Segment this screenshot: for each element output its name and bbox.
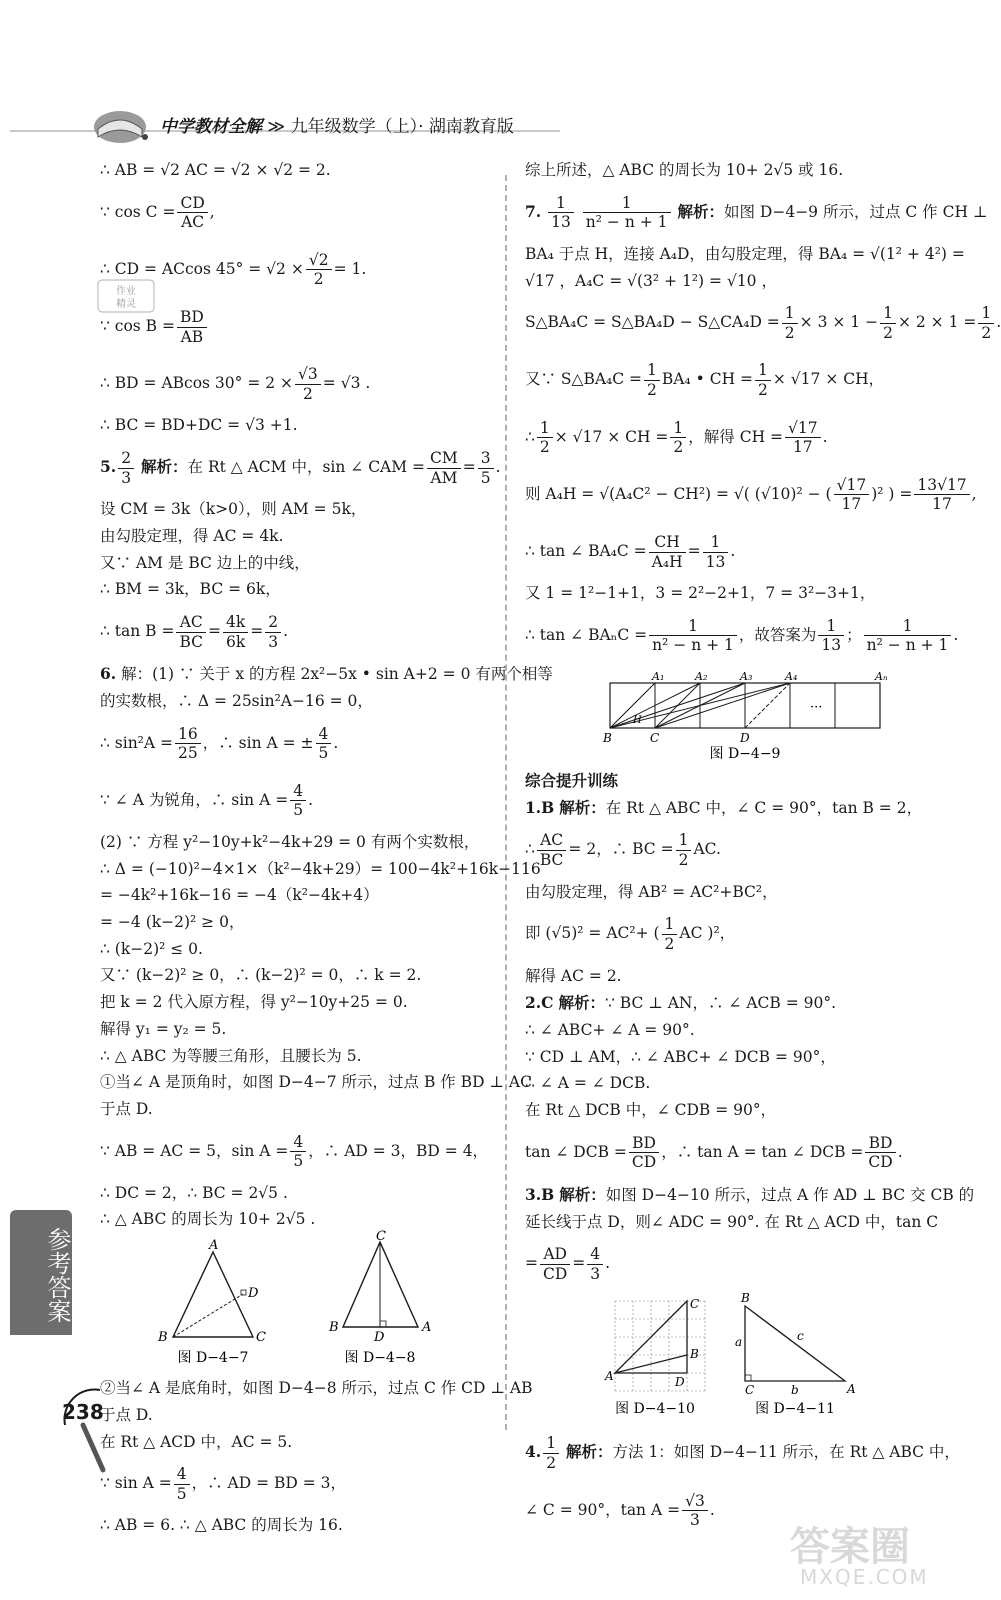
text-line: ∵ CD ⊥ AM，∴ ∠ ABC+ ∠ DCB = 90°， xyxy=(525,1047,836,1066)
grid-figure-d-4-9 xyxy=(595,668,895,763)
text-line: ∵ sin A = $\frac{4}{5}$ ，∴ AD = BD = 3， xyxy=(100,1465,347,1503)
fraction: $\frac{CD}{AC}$ xyxy=(177,194,207,232)
svg-text:B: B xyxy=(741,1291,750,1306)
svg-text:D: D xyxy=(247,1286,258,1302)
figure-caption: 图 D−4−9 xyxy=(709,746,781,763)
series-title: 中学教材全解 xyxy=(160,117,262,137)
header-info: 九年级数学（上）· 湖南教育版 xyxy=(290,117,514,137)
triangle-figure-d-4-7 xyxy=(157,1238,266,1366)
text-line: BA₄ 于点 H，连接 A₄D，由勾股定理，得 BA₄ = √(1² + 4²) = xyxy=(525,244,965,263)
text-line: 又 1 = 1²−1+1，3 = 2²−2+1，7 = 3²−3+1， xyxy=(525,584,876,603)
text-line: 又∵ S△BA₄C = $\frac{1}{2}$ BA₄ • CH = $\frac{1}{2}$ × √17 × CH， xyxy=(525,361,885,400)
svg-text:a: a xyxy=(735,1335,743,1350)
text-line: 即 (√5)² = AC²+ ( $\frac{1}{2}$ AC )²， xyxy=(525,915,736,953)
book-logo-icon xyxy=(90,103,150,147)
text-line: ∵ ∠ A 为锐角，∴ sin A = $\frac{4}{5}$ . xyxy=(100,781,313,820)
figures-d-4-7-d-4-8 xyxy=(108,1229,488,1372)
text-line: = −4 (k−2)² ≥ 0， xyxy=(100,913,245,932)
text-line: = −4k²+16k−16 = −4（k²−4k+4） xyxy=(100,886,379,905)
header-separator: ≫ xyxy=(267,117,286,137)
text-line: 的实数根，∴ Δ = 25sin²A−16 = 0， xyxy=(100,691,373,710)
answer-3: 3.B 解析：如图 D−4−10 所示，过点 A 作 AD ⊥ BC 交 CB 的 xyxy=(525,1184,975,1204)
watermark-url: MXQE.COM xyxy=(800,1565,929,1589)
text-line: ∴ CD = ACcos 45° = √2 × $\frac{√2}{2}$ = 1. xyxy=(100,250,367,289)
text-line: 由勾股定理，得 AC = 4k. xyxy=(100,527,284,545)
text-line: 延长线于点 D，则∠ ADC = 90°. 在 Rt △ ACD 中，tan C xyxy=(525,1212,939,1231)
text-line: 又∵ (k−2)² ≥ 0，∴ (k−2)² = 0，∴ k = 2. xyxy=(100,966,422,985)
text-line: (2) ∵ 方程 y²−10y+k²−4k+29 = 0 有两个实数根， xyxy=(100,833,480,851)
text-line: ∴ $\frac{AC}{BC}$ = 2，∴ BC = $\frac{1}{2}$ AC. xyxy=(525,831,721,870)
watermark-logo: 答案圈 xyxy=(790,1524,910,1570)
svg-text:B: B xyxy=(603,731,612,746)
fraction: $\frac{√2}{2}$ xyxy=(306,251,332,289)
answer-1: 1.B 解析：在 Rt △ ABC 中，∠ C = 90°，tan B = 2， xyxy=(525,797,923,817)
text-line: 解得 y₁ = y₂ = 5. xyxy=(100,1019,227,1038)
svg-text:C: C xyxy=(690,1297,700,1312)
svg-text:A: A xyxy=(847,1382,856,1397)
text-line: S△BA₄C = S△BA₄D − S△CA₄D = $\frac{1}{2}$ × 3 × 1 − $\frac{1}{2}$ × 2 × 1 = $\frac{1}{2}$ . xyxy=(525,304,1001,342)
fraction: $\frac{BD}{AB}$ xyxy=(177,308,207,346)
text-line: 设 CM = 3k（k>0），则 AM = 5k， xyxy=(100,500,367,519)
stamp-watermark xyxy=(96,278,156,314)
svg-text:b: b xyxy=(791,1383,799,1398)
svg-text:A: A xyxy=(421,1320,431,1336)
question-6: 6. 解：(1) ∵ 关于 x 的方程 2x²−5x • sin A+2 = 0 有两个相等 xyxy=(100,664,553,684)
text-line: ∴ tan B = $\frac{AC}{BC}$ = $\frac{4k}{6k}$ = $\frac{2}{3}$ . xyxy=(100,613,289,651)
figure-caption: 图 D−4−8 xyxy=(344,1350,415,1367)
text-line: ∵ AB = AC = 5，sin A = $\frac{4}{5}$ ，∴ AD = 3，BD = 4， xyxy=(100,1132,489,1171)
svg-text:A₄: A₄ xyxy=(785,670,798,684)
page-number: 238 xyxy=(62,1400,104,1424)
svg-text:H: H xyxy=(633,715,642,727)
figures-d-4-10-d-4-11 xyxy=(595,1291,895,1421)
svg-text:C: C xyxy=(375,1229,386,1245)
text-line: 综上所述，△ ABC 的周长为 10+ 2√5 或 16. xyxy=(525,161,844,179)
svg-text:A₂: A₂ xyxy=(695,670,708,684)
answer-4: 4. $\frac{1}{2}$ 解析：方法 1：如图 D−4−11 所示，在 Rt △ ABC 中， xyxy=(525,1434,960,1472)
svg-text:D: D xyxy=(373,1330,384,1346)
svg-text:作业: 作业 xyxy=(116,286,136,297)
svg-text:D: D xyxy=(675,1375,685,1390)
text-line: ∴ Δ = (−10)²−4×1×（k²−4k+29）= 100−4k²+16k−116 xyxy=(100,859,541,878)
text-line: 解得 AC = 2. xyxy=(525,966,622,985)
text-line: ∴ tan ∠ BAₙC = $\frac{1}{\text{n² − n + 1}}$ ，故答案为 $\frac{1}{13}$ ； $\frac{1}{\text{n² − n + 1}}$ . xyxy=(525,616,959,655)
question-5: 5. $\frac{2}{3}$ 解析：在 Rt △ ACM 中，sin ∠ CAM = $\frac{CM}{AM}$ = $\frac{3}{5}$ . xyxy=(100,449,501,487)
text-line: ∴ BD = ABcos 30° = 2 × $\frac{√3}{2}$ = √3 . xyxy=(100,365,371,403)
svg-text:A: A xyxy=(605,1369,614,1384)
text-line: ∴ △ ABC 为等腰三角形，且腰长为 5. xyxy=(100,1046,362,1065)
svg-text:···: ··· xyxy=(810,700,823,716)
svg-text:A: A xyxy=(208,1238,218,1254)
left-column xyxy=(100,160,553,1542)
text-line: ∴ DC = 2，∴ BC = 2√5 . xyxy=(100,1183,288,1202)
text-line: 于点 D. xyxy=(100,1405,153,1424)
svg-text:C: C xyxy=(745,1383,755,1398)
section-title: 综合提升训练 xyxy=(525,772,619,791)
svg-text:C: C xyxy=(650,731,660,746)
text-line: ①当∠ A 是顶角时，如图 D−4−7 所示，过点 B 作 BD ⊥ AC xyxy=(100,1073,532,1092)
text-line: √17 ，A₄C = √(3² + 1²) = √10 ， xyxy=(525,271,777,290)
text-line: ∴ ∠ ABC+ ∠ A = 90°. xyxy=(525,1020,695,1039)
grid-figure-d-4-10 xyxy=(604,1297,705,1417)
text-line: ∴ BM = 3k，BC = 6k， xyxy=(100,580,281,599)
question-7: 7. $\frac{1}{13}$ $\frac{1}{\text{n² − n + 1}}$ 解析：如图 D−4−9 所示，过点 C 作 CH ⊥ xyxy=(525,193,988,232)
text-line: ∴ ∠ A = ∠ DCB. xyxy=(525,1074,651,1093)
text-line: 于点 D. xyxy=(100,1099,153,1118)
svg-text:D: D xyxy=(740,731,750,746)
figure-caption: 图 D−4−11 xyxy=(755,1401,835,1418)
text-line: ∴ $\frac{1}{2}$ × √17 × CH = $\frac{1}{2}$ ，解得 CH = $\frac{√17}{17}$ . xyxy=(525,418,828,457)
svg-text:c: c xyxy=(797,1329,804,1344)
svg-text:C: C xyxy=(255,1330,266,1346)
right-column xyxy=(525,160,1001,1542)
triangle-figure-d-4-8 xyxy=(328,1229,431,1366)
column-divider xyxy=(505,175,507,1430)
text-line: ∴ △ ABC 的周长为 10+ 2√5 . xyxy=(100,1210,316,1229)
svg-text:A₃: A₃ xyxy=(740,670,753,684)
text-line: ∴ AB = 6. ∴ △ ABC 的周长为 16. xyxy=(100,1516,343,1535)
text-line: 在 Rt △ DCB 中，∠ CDB = 90°， xyxy=(525,1100,777,1119)
fraction: $\frac{√3}{2}$ xyxy=(295,365,321,403)
page-number-arc-icon xyxy=(55,1385,115,1475)
text-line: 把 k = 2 代入原方程，得 y²−10y+25 = 0. xyxy=(100,993,408,1012)
text-line: = $\frac{AD}{CD}$ = $\frac{4}{3}$ . xyxy=(525,1245,611,1283)
text-line: 由勾股定理，得 AB² = AC²+BC²， xyxy=(525,882,778,901)
text-line: ∵ cos B = $\frac{BD}{AB}$ xyxy=(100,301,495,353)
text-line: ∴ tan ∠ BA₄C = $\frac{CH}{\text{A₄H}}$ = $\frac{1}{13}$ . xyxy=(525,533,736,571)
figure-caption: 图 D−4−10 xyxy=(615,1401,695,1418)
figure-caption: 图 D−4−7 xyxy=(177,1350,248,1367)
svg-text:精灵: 精灵 xyxy=(116,299,136,310)
triangle-figure-d-4-11 xyxy=(735,1291,856,1417)
text-line: 在 Rt △ ACD 中，AC = 5. xyxy=(100,1432,293,1451)
text-line: ∴ sin²A = $\frac{16}{25}$ ，∴ sin A = ± $\frac{4}{5}$ . xyxy=(100,724,339,763)
text-line: ∴ BC = BD+DC = √3 +1. xyxy=(100,416,298,435)
svg-text:B: B xyxy=(157,1330,168,1346)
text-line: 则 A₄H = √(A₄C² − CH²) = √( (√10)² − ( $\frac{√17}{17}$ )² ) = $\frac{13√17}{17}$ , xyxy=(525,475,977,514)
answer-2: 2.C 解析：∵ BC ⊥ AN，∴ ∠ ACB = 90°. xyxy=(525,993,837,1013)
text-line: ∠ C = 90°，tan A = $\frac{√3}{3}$ . xyxy=(525,1491,715,1530)
svg-text:A₁: A₁ xyxy=(652,670,665,684)
text-line: 又∵ AM 是 BC 边上的中线， xyxy=(100,553,310,572)
svg-text:Aₙ: Aₙ xyxy=(875,670,888,684)
text-line: ∴ (k−2)² ≤ 0. xyxy=(100,939,203,958)
text-line: ∴ AB = √2 AC = √2 × √2 = 2. xyxy=(100,161,331,179)
running-header xyxy=(160,112,514,137)
text-line: tan ∠ DCB = $\frac{BD}{CD}$ ，∴ tan A = tan ∠ DCB = $\frac{BD}{CD}$ . xyxy=(525,1133,903,1172)
sidebar-label: 参考答案 xyxy=(43,1227,71,1323)
text-line: ②当∠ A 是底角时，如图 D−4−8 所示，过点 C 作 CD ⊥ AB xyxy=(100,1379,533,1398)
text-line: ∵ cos C = $\frac{CD}{AC}$ , xyxy=(100,193,215,232)
svg-text:B: B xyxy=(690,1347,699,1362)
svg-text:B: B xyxy=(328,1320,339,1336)
